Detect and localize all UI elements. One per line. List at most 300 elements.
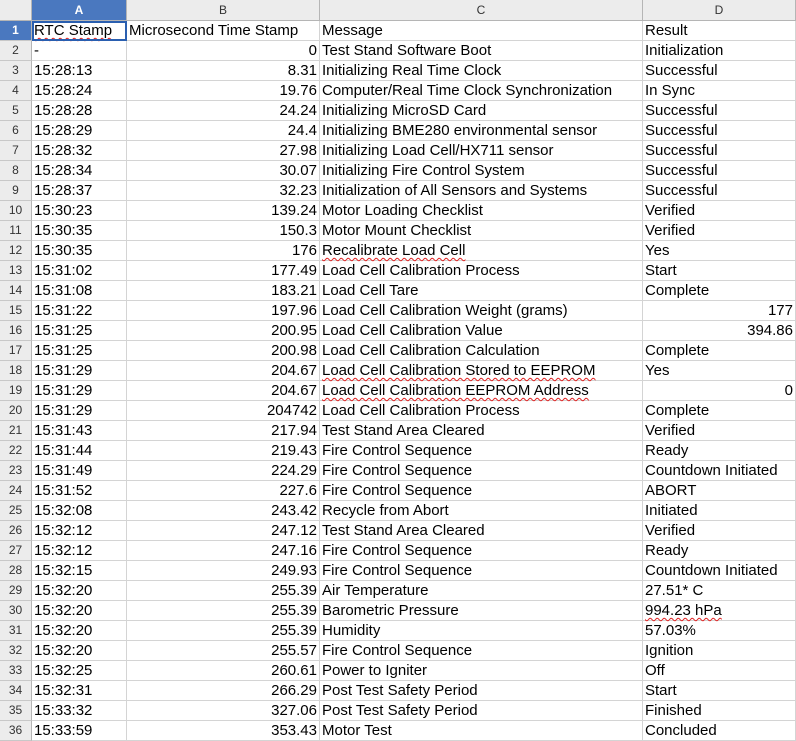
column-header-c[interactable]: C [320,0,643,20]
cell-b[interactable] [127,561,320,581]
cell-d[interactable] [643,121,796,141]
cell-text: 15:33:59 [34,722,93,739]
cell-text: 15:28:29 [34,122,93,139]
cell-text: 247.12 [271,522,317,539]
cell-text: Ready [645,442,689,459]
cell-text: Successful [645,162,718,179]
cell-b[interactable] [127,161,320,181]
row-header[interactable]: 6 [0,121,32,141]
cell-text: Load Cell Calibration Process [322,402,520,419]
cell-c[interactable] [320,241,643,261]
cell-text: 15:32:12 [34,542,93,559]
row-header[interactable]: 36 [0,721,32,741]
cell-d[interactable] [643,141,796,161]
cell-b[interactable] [127,281,320,301]
cell-text: 8.31 [287,62,317,79]
cell-text: 27.98 [279,142,317,159]
cell-text: Yes [645,242,670,259]
cell-a[interactable] [32,301,127,321]
cell-a[interactable] [32,381,127,401]
table-row [0,381,796,401]
cell-text: 177 [767,302,793,319]
cell-c[interactable] [320,721,643,741]
row-header[interactable]: 29 [0,581,32,601]
cell-a[interactable] [32,341,127,361]
row-header[interactable]: 5 [0,101,32,121]
cell-b[interactable] [127,621,320,641]
row-header[interactable]: 20 [0,401,32,421]
cell-text: 249.93 [271,562,317,579]
cell-d[interactable] [643,701,796,721]
cell-c[interactable] [320,621,643,641]
cell-a[interactable] [32,421,127,441]
cell-d[interactable] [643,321,796,341]
cell-b[interactable] [127,721,320,741]
row-header[interactable]: 28 [0,561,32,581]
cell-c[interactable] [320,361,643,381]
cell-b[interactable] [127,601,320,621]
cell-c[interactable] [320,701,643,721]
cell-c[interactable] [320,441,643,461]
cell-d[interactable] [643,241,796,261]
row-header[interactable]: 19 [0,381,32,401]
cell-d[interactable] [643,381,796,401]
cell-text: 15:31:25 [34,342,93,359]
cell-d[interactable] [643,721,796,741]
cell-b[interactable] [127,521,320,541]
cell-text: 15:31:08 [34,282,93,299]
cell-b[interactable] [127,41,320,61]
cell-c[interactable] [320,161,643,181]
cell-b[interactable] [127,221,320,241]
cell-a[interactable] [32,101,127,121]
cell-text: Post Test Safety Period [322,682,478,699]
row-header[interactable]: 33 [0,661,32,681]
cell-a[interactable] [32,41,127,61]
row-header[interactable]: 22 [0,441,32,461]
cell-b[interactable] [127,361,320,381]
cell-text: 15:32:20 [34,622,93,639]
cell-text: Concluded [645,722,717,739]
cell-text: Barometric Pressure [322,602,459,619]
row-header[interactable]: 14 [0,281,32,301]
row-header[interactable]: 27 [0,541,32,561]
cell-c[interactable] [320,321,643,341]
cell-c[interactable] [320,61,643,81]
cell-d[interactable] [643,161,796,181]
cell-d[interactable] [643,181,796,201]
select-all-corner[interactable] [0,0,32,20]
cell-text: 243.42 [271,502,317,519]
cell-c[interactable] [320,661,643,681]
cell-text: In Sync [645,82,696,99]
cell-text: Initializing BME280 environmental sensor [322,122,598,139]
table-row [0,361,796,381]
cell-text: 217.94 [271,422,317,439]
cell-text: Initializing Real Time Clock [322,62,502,79]
cell-text: Load Cell Calibration Process [322,262,520,279]
cell-a[interactable] [32,21,127,41]
cell-c[interactable] [320,421,643,441]
row-header[interactable]: 13 [0,261,32,281]
cell-text: 219.43 [271,442,317,459]
cell-c[interactable] [320,141,643,161]
cell-b[interactable] [127,581,320,601]
cell-b[interactable] [127,21,320,41]
cell-a[interactable] [32,701,127,721]
cell-d[interactable] [643,561,796,581]
cell-c[interactable] [320,301,643,321]
cell-c[interactable] [320,501,643,521]
cell-d[interactable] [643,341,796,361]
cell-text: 15:31:22 [34,302,93,319]
row-header[interactable]: 1 [0,21,32,41]
cell-text: 176 [291,242,317,259]
cell-b[interactable] [127,461,320,481]
row-header[interactable]: 30 [0,601,32,621]
cell-text: Post Test Safety Period [322,702,478,719]
cell-b[interactable] [127,421,320,441]
cell-text: Load Cell Calibration Weight (grams) [322,302,568,319]
row-header[interactable]: 24 [0,481,32,501]
cell-text: Load Cell Calibration Calculation [322,342,540,359]
cell-b[interactable] [127,201,320,221]
cell-text: 150.3 [279,222,317,239]
cell-c[interactable] [320,581,643,601]
cell-d[interactable] [643,301,796,321]
table-row [0,41,796,61]
cell-c[interactable] [320,561,643,581]
cell-c[interactable] [320,261,643,281]
cell-d[interactable] [643,261,796,281]
table-row [0,701,796,721]
cell-text: Air Temperature [322,582,429,599]
cell-text: Message [322,22,383,39]
row-header[interactable]: 15 [0,301,32,321]
table-row [0,681,796,701]
cell-b[interactable] [127,321,320,341]
row-header[interactable]: 11 [0,221,32,241]
row-header[interactable]: 7 [0,141,32,161]
cell-text: 15:30:35 [34,222,93,239]
table-row [0,241,796,261]
table-row [0,661,796,681]
table-row [0,221,796,241]
row-header[interactable]: 9 [0,181,32,201]
cell-text: Successful [645,122,718,139]
cell-text: 15:33:32 [34,702,93,719]
cell-a[interactable] [32,721,127,741]
cell-b[interactable] [127,141,320,161]
row-header[interactable]: 35 [0,701,32,721]
table-row [0,21,796,41]
cell-a[interactable] [32,81,127,101]
cell-text: Load Cell Calibration Value [322,322,503,339]
row-header[interactable]: 17 [0,341,32,361]
cell-c[interactable] [320,281,643,301]
row-header[interactable]: 23 [0,461,32,481]
cell-text: 15:32:12 [34,522,93,539]
cell-a[interactable] [32,661,127,681]
cell-c[interactable] [320,181,643,201]
table-row [0,201,796,221]
cell-d[interactable] [643,501,796,521]
cell-text: Initializing MicroSD Card [322,102,487,119]
cell-text: 15:31:52 [34,482,93,499]
cell-d[interactable] [643,101,796,121]
cell-d[interactable] [643,461,796,481]
cell-text: 24.4 [287,122,317,139]
cell-a[interactable] [32,61,127,81]
cell-text: 15:31:43 [34,422,93,439]
cell-b[interactable] [127,241,320,261]
cell-b[interactable] [127,481,320,501]
cell-text: 15:32:20 [34,642,93,659]
cell-text: Verified [645,522,696,539]
cell-c[interactable] [320,641,643,661]
cell-text: Successful [645,102,718,119]
cell-d[interactable] [643,81,796,101]
cell-d[interactable] [643,21,796,41]
cell-c[interactable] [320,401,643,421]
cell-text: Complete [645,342,710,359]
cell-text: RTC Stamp [34,22,113,39]
cell-text: ABORT [645,482,697,499]
cell-text: Countdown Initiated [645,562,778,579]
cell-b[interactable] [127,61,320,81]
cell-d[interactable] [643,401,796,421]
row-header[interactable]: 8 [0,161,32,181]
cell-d[interactable] [643,581,796,601]
table-row [0,301,796,321]
cell-d[interactable] [643,61,796,81]
cell-a[interactable] [32,561,127,581]
cell-text: Start [645,262,677,279]
cell-b[interactable] [127,81,320,101]
cell-c[interactable] [320,481,643,501]
cell-d[interactable] [643,421,796,441]
cell-d[interactable] [643,521,796,541]
cell-c[interactable] [320,201,643,221]
cell-d[interactable] [643,201,796,221]
row-header[interactable]: 31 [0,621,32,641]
cell-text: Fire Control Sequence [322,562,473,579]
cell-text: 255.39 [271,622,317,639]
table-row [0,141,796,161]
row-header[interactable]: 4 [0,81,32,101]
cell-c[interactable] [320,461,643,481]
cell-a[interactable] [32,501,127,521]
cell-text: 204.67 [271,362,317,379]
cell-d[interactable] [643,361,796,381]
cell-text: Load Cell Calibration Stored to EEPROM [322,362,596,379]
cell-b[interactable] [127,661,320,681]
row-header[interactable]: 25 [0,501,32,521]
table-row [0,101,796,121]
row-header[interactable]: 34 [0,681,32,701]
cell-text: Initialization [645,42,724,59]
row-header[interactable]: 12 [0,241,32,261]
row-header[interactable]: 3 [0,61,32,81]
cell-b[interactable] [127,441,320,461]
cell-a[interactable] [32,521,127,541]
table-row [0,181,796,201]
cell-b[interactable] [127,501,320,521]
cell-a[interactable] [32,621,127,641]
cell-text: Load Cell Tare [322,282,419,299]
cell-text: 255.57 [271,642,317,659]
cell-text: 183.21 [271,282,317,299]
table-row [0,401,796,421]
cell-a[interactable] [32,581,127,601]
cell-text: 15:32:25 [34,662,93,679]
cell-text: Test Stand Area Cleared [322,522,485,539]
cell-d[interactable] [643,221,796,241]
row-header[interactable]: 32 [0,641,32,661]
cell-a[interactable] [32,181,127,201]
row-header[interactable]: 2 [0,41,32,61]
cell-b[interactable] [127,401,320,421]
cell-c[interactable] [320,521,643,541]
cell-d[interactable] [643,661,796,681]
table-row [0,321,796,341]
cell-b[interactable] [127,181,320,201]
cell-text: 15:32:15 [34,562,93,579]
cell-c[interactable] [320,121,643,141]
column-header-d[interactable]: D [643,0,796,20]
cell-a[interactable] [32,281,127,301]
cell-d[interactable] [643,621,796,641]
cell-c[interactable] [320,41,643,61]
row-header[interactable]: 16 [0,321,32,341]
cell-text: 57.03% [645,622,696,639]
table-row [0,641,796,661]
row-header[interactable]: 18 [0,361,32,381]
table-row [0,261,796,281]
cell-text: 15:31:29 [34,382,93,399]
table-row [0,561,796,581]
cell-d[interactable] [643,541,796,561]
cell-c[interactable] [320,101,643,121]
cell-text: Microsecond Time Stamp [129,22,299,39]
cell-a[interactable] [32,361,127,381]
cell-text: Verified [645,422,696,439]
cell-a[interactable] [32,241,127,261]
cell-d[interactable] [643,41,796,61]
cell-text: 15:31:44 [34,442,93,459]
cell-b[interactable] [127,541,320,561]
column-header-a[interactable]: A [32,0,127,20]
cell-text: Off [645,662,665,679]
cell-c[interactable] [320,21,643,41]
table-row [0,421,796,441]
cell-text: 15:28:13 [34,62,93,79]
cell-c[interactable] [320,81,643,101]
cell-d[interactable] [643,481,796,501]
cell-a[interactable] [32,201,127,221]
row-header[interactable]: 10 [0,201,32,221]
cell-a[interactable] [32,121,127,141]
cell-d[interactable] [643,681,796,701]
cell-text: 27.51* C [645,582,704,599]
cell-c[interactable] [320,381,643,401]
cell-a[interactable] [32,481,127,501]
cell-text: 15:28:32 [34,142,93,159]
cell-b[interactable] [127,381,320,401]
cell-b[interactable] [127,261,320,281]
rows-container [0,21,796,741]
cell-text: 224.29 [271,462,317,479]
table-row [0,601,796,621]
table-row [0,501,796,521]
cell-d[interactable] [643,601,796,621]
cell-text: 30.07 [279,162,317,179]
cell-a[interactable] [32,141,127,161]
cell-text: 227.6 [279,482,317,499]
cell-a[interactable] [32,401,127,421]
cell-a[interactable] [32,461,127,481]
cell-b[interactable] [127,121,320,141]
cell-c[interactable] [320,601,643,621]
table-row [0,61,796,81]
cell-a[interactable] [32,601,127,621]
cell-d[interactable] [643,441,796,461]
cell-c[interactable] [320,221,643,241]
cell-text: Power to Igniter [322,662,428,679]
cell-a[interactable] [32,321,127,341]
cell-b[interactable] [127,701,320,721]
cell-text: Motor Loading Checklist [322,202,483,219]
row-header[interactable]: 21 [0,421,32,441]
cell-text: 32.23 [279,182,317,199]
column-header-b[interactable]: B [127,0,320,20]
cell-text: 15:28:34 [34,162,93,179]
cell-a[interactable] [32,641,127,661]
cell-text: Motor Mount Checklist [322,222,472,239]
table-row [0,161,796,181]
cell-text: Initializing Load Cell/HX711 sensor [322,142,554,159]
cell-a[interactable] [32,261,127,281]
cell-text: 15:31:29 [34,402,93,419]
cell-b[interactable] [127,641,320,661]
cell-text: Complete [645,282,710,299]
cell-c[interactable] [320,681,643,701]
cell-a[interactable] [32,441,127,461]
cell-text: 15:28:24 [34,82,93,99]
cell-a[interactable] [32,161,127,181]
cell-b[interactable] [127,341,320,361]
cell-text: 0 [784,382,793,399]
cell-a[interactable] [32,221,127,241]
cell-text: Test Stand Software Boot [322,42,492,59]
cell-text: Finished [645,702,702,719]
cell-a[interactable] [32,681,127,701]
row-header[interactable]: 26 [0,521,32,541]
cell-text: Fire Control Sequence [322,542,473,559]
cell-d[interactable] [643,641,796,661]
table-row [0,541,796,561]
cell-text: - [34,42,39,59]
cell-text: 15:32:08 [34,502,93,519]
cell-b[interactable] [127,101,320,121]
cell-b[interactable] [127,301,320,321]
cell-a[interactable] [32,541,127,561]
cell-d[interactable] [643,281,796,301]
cell-b[interactable] [127,681,320,701]
cell-text: 15:31:29 [34,362,93,379]
cell-c[interactable] [320,341,643,361]
cell-c[interactable] [320,541,643,561]
